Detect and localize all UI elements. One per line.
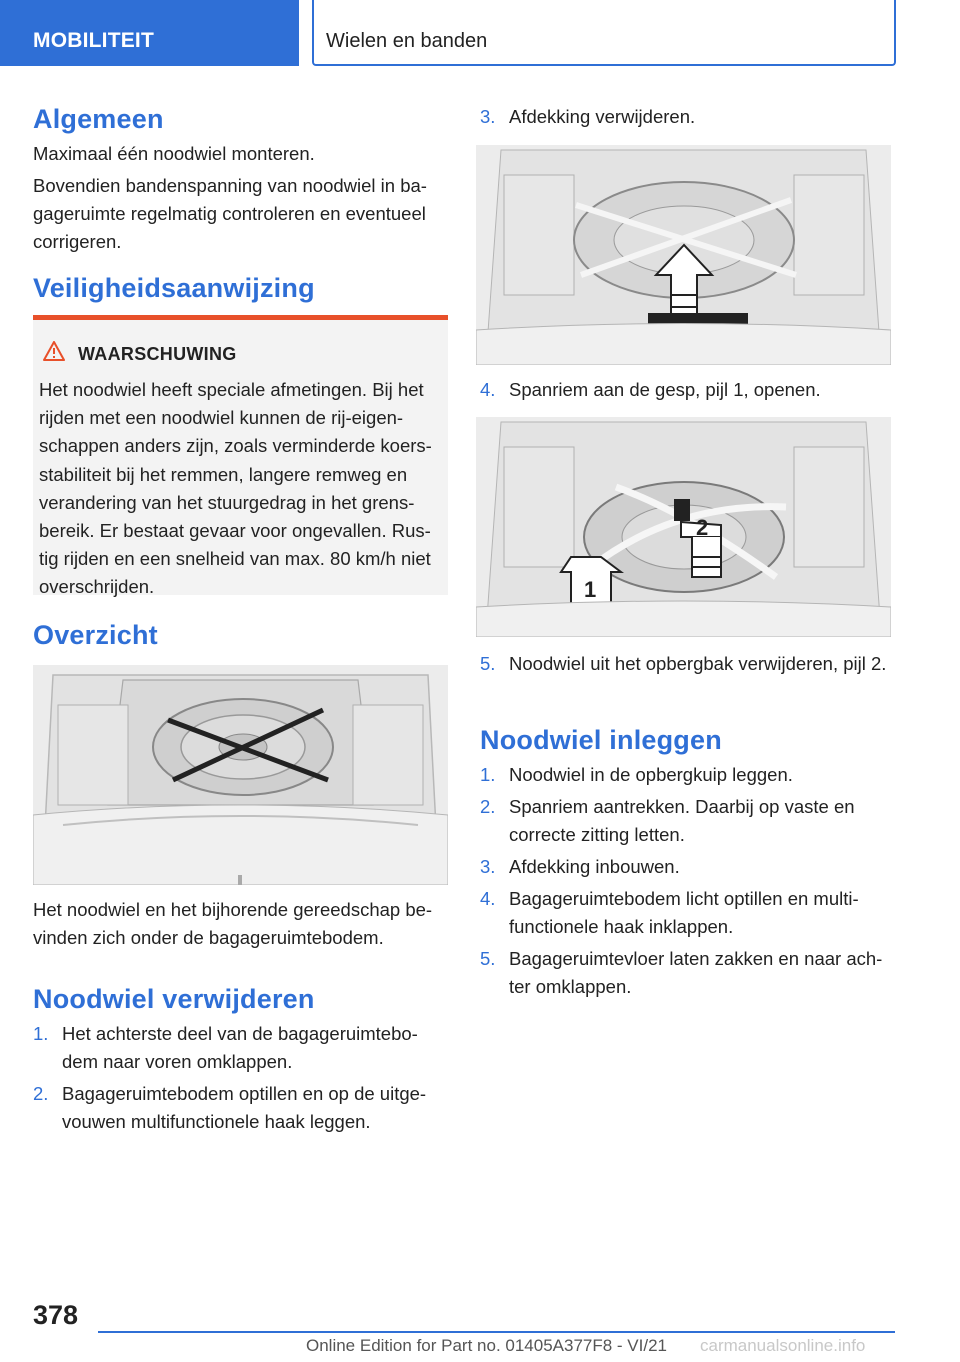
arrow-label-1: 1 bbox=[584, 577, 597, 602]
figure-strap-opening bbox=[476, 417, 891, 637]
footer-divider bbox=[98, 1331, 895, 1333]
list-item bbox=[33, 1080, 448, 1136]
figure-overview-spare-wheel bbox=[33, 665, 448, 885]
step-number: 2. bbox=[33, 1083, 49, 1104]
step-text: Afdekking verwijderen. bbox=[509, 106, 696, 127]
overzicht-caption: Het noodwiel en het bijhorende gereedschap be-vinden zich onder de bagageruimtebodem. bbox=[33, 899, 433, 948]
step-text: Bagageruimtebodem optillen en op de uitge-vouwen multifunctionele haak leggen. bbox=[62, 1083, 427, 1132]
warning-label: WAARSCHUWING bbox=[78, 344, 237, 364]
step-number: 5. bbox=[480, 948, 496, 969]
footer-edition: Online Edition for Part no. 01405A377F8 - VI/21 bbox=[306, 1336, 668, 1355]
step-number: 3. bbox=[480, 856, 496, 877]
step-number: 4. bbox=[480, 888, 496, 909]
inleggen-steps-list bbox=[480, 761, 892, 1005]
step-number: 3. bbox=[480, 106, 496, 127]
step-text: Bagageruimtebodem licht optillen en multi-functionele haak inklappen. bbox=[509, 888, 859, 937]
step-number: 1. bbox=[33, 1023, 49, 1044]
arrow-label-2: 2 bbox=[696, 515, 709, 540]
heading-veiligheid: Veiligheidsaanwijzing bbox=[33, 273, 315, 303]
list-item bbox=[480, 650, 892, 678]
warning-triangle-icon bbox=[43, 341, 65, 361]
warning-text: Het noodwiel heeft speciale afmetingen. Bij het rijden met een noodwiel kunnen de rij-eigen-schappen anders zijn, zoals verminderde koers-stabiliteit bij het remmen, langere remweg en verandering van het stuurgedrag in het grens-bereik. Er bestaat gevaar voor ongevallen. Rus-tig rijden en een snelheid van max. 80 km/h niet overschrijden. bbox=[39, 379, 432, 598]
heading-verwijderen: Noodwiel verwijderen bbox=[33, 984, 315, 1014]
step-text: Bagageruimtevloer laten zakken en naar ach-ter omklappen. bbox=[509, 948, 883, 997]
step-number: 1. bbox=[480, 764, 496, 785]
heading-overzicht: Overzicht bbox=[33, 620, 158, 650]
list-item bbox=[480, 103, 892, 131]
step-text: Noodwiel uit het opbergbak verwijderen, pijl 2. bbox=[509, 653, 887, 674]
list-item bbox=[480, 885, 892, 941]
step-text: Het achterste deel van de bagageruimtebo-dem naar voren omklappen. bbox=[62, 1023, 418, 1072]
list-item bbox=[33, 1020, 448, 1076]
list-item bbox=[480, 853, 892, 881]
watermark: carmanualsonline.info bbox=[700, 1336, 866, 1355]
verwijderen-step-5 bbox=[480, 650, 892, 682]
chapter-tab[interactable]: Wielen en banden bbox=[312, 0, 896, 66]
list-item bbox=[480, 793, 892, 849]
figure-cover-removal bbox=[476, 145, 891, 365]
verwijderen-step-3 bbox=[480, 103, 892, 135]
trunk-illustration bbox=[33, 665, 448, 885]
warning-box bbox=[33, 315, 448, 598]
step-number: 4. bbox=[480, 379, 496, 400]
page-header bbox=[0, 0, 960, 66]
verwijderen-step-4 bbox=[480, 376, 892, 408]
list-item bbox=[480, 761, 892, 789]
page-number: 378 bbox=[33, 1300, 79, 1330]
step-text: Spanriem aan de gesp, pijl 1, openen. bbox=[509, 379, 821, 400]
step-number: 2. bbox=[480, 796, 496, 817]
list-item bbox=[480, 945, 892, 1001]
step-number: 5. bbox=[480, 653, 496, 674]
trunk-cover-illustration bbox=[476, 145, 891, 365]
heading-algemeen: Algemeen bbox=[33, 104, 164, 134]
step-text: Spanriem aantrekken. Daarbij op vaste en correcte zitting letten. bbox=[509, 796, 855, 845]
algemeen-paragraph-2: Bovendien bandenspanning van noodwiel in ba-gageruimte regelmatig controleren en eventueel corrigeren. bbox=[33, 175, 427, 252]
algemeen-paragraph-1: Maximaal één noodwiel monteren. bbox=[33, 143, 315, 164]
verwijderen-steps-list bbox=[33, 1020, 448, 1140]
trunk-strap-illustration bbox=[476, 417, 891, 637]
section-tab[interactable]: MOBILITEIT bbox=[0, 0, 299, 66]
heading-inleggen: Noodwiel inleggen bbox=[480, 725, 722, 755]
step-text: Noodwiel in de opbergkuip leggen. bbox=[509, 764, 793, 785]
step-text: Afdekking inbouwen. bbox=[509, 856, 680, 877]
list-item bbox=[480, 376, 892, 404]
